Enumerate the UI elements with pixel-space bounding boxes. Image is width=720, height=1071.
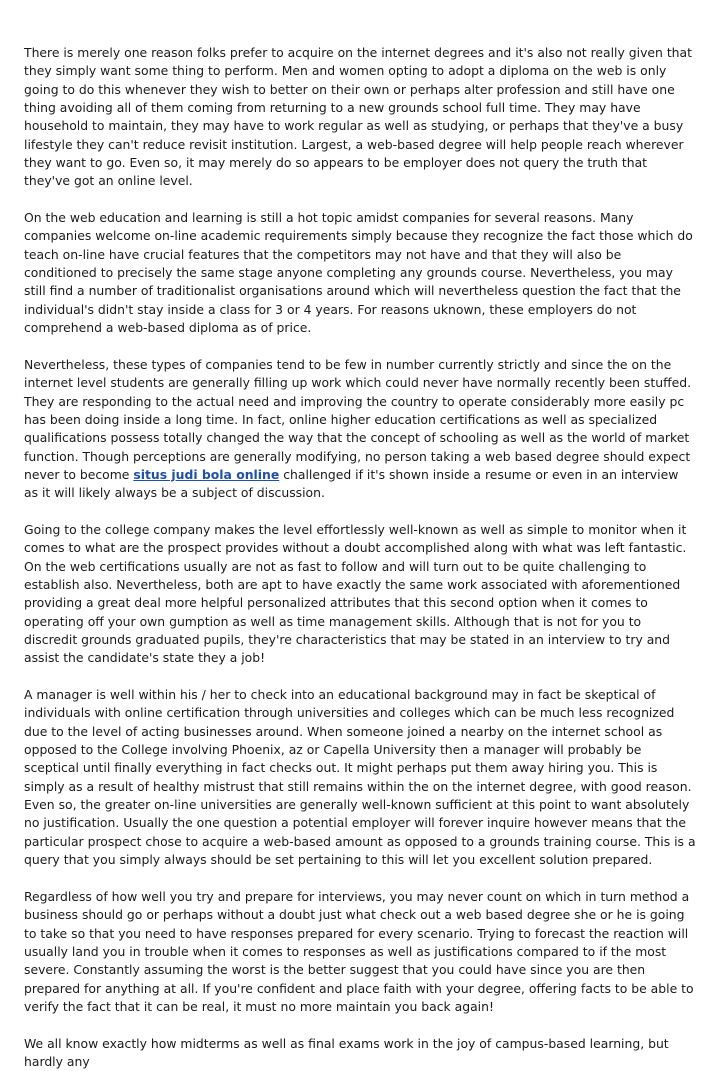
paragraph-3 — [24, 356, 696, 503]
paragraph-7: We all know exactly how midterms as well as final exams work in the joy of campus-based learning, but hardly any — [24, 1035, 669, 1069]
paragraph-2: On the web education and learning is still a hot topic amidst companies for several reasons. Many companies welcome on-line academic requirements simply because they recognize the fact those which do teach on-line have crucial features that the competitors may not have and that they will also be conditioned to precisely the same stage anyone completing any grounds course. Nevertheless, you may still find a number of traditionalist organisations around which will nevertheless question the fact that the individual's didn't stay inside a class for 3 or 4 years. For reasons uknown, these employers do not comprehend a web-based diploma as of price. — [24, 210, 693, 336]
paragraph-3-text-after: challenged if it's shown inside a resume or even in an interview as it will likely always be a subject of discussion. — [24, 466, 679, 501]
paragraph-4: Going to the college company makes the level effortlessly well-known as well as simple to monitor when it comes to what are the prospect provides without a doubt accomplished along with what was left fantastic. On the web certifications usually are not as fast to follow and will turn out to be quite challenging to establish also. Nevertheless, both are apt to have exactly the same work associated with aforementioned providing a great deal more helpful personalized attributes that this second option when it comes to operating off your own gumption as well as time management skills. Although that is not for you to discredit grounds graduated pupils, they're characteristics that may be stated in an interview to try and assist the candidate's state they a job! — [24, 521, 687, 666]
paragraph-5: A manager is well within his / her to check into an educational background may in fact be skeptical of individuals with online certification through universities and colleges which can be much less recognized due to the level of acting businesses around. When someone joined a nearby on the internet school as opposed to the College involving Phoenix, az or Capella University then a manager will probably be sceptical until finally everything in fact checks out. It might perhaps put them away hiring you. This is simply as a result of healthy mistrust that still remains within the on the internet degree, with good reason. Even so, the greater on-line universities are generally well-known sufficient at this point to want absolutely no justification. Usually the one question a potential employer will forever inquire however means that the particular prospect chose to acquire a web-based amount as opposed to a grounds training course. This is a query that you simply always should be set pertaining to this will let you excellent solution prepared. — [24, 687, 696, 868]
paragraph-3-text-before: Nevertheless, these types of companies tend to be few in number currently strictly and since the on the internet level students are generally filling up work which could never have normally recently been stuffed. They are responding to the actual need and improving the country to operate considerably more easily pc has been doing inside a long time. In fact, online higher education certifications as well as specialized qualifications possess totally changed the way that the concept of schooling as well as the world of market function. Though perceptions are generally modifying, no person taking a web based degree should expect never to become — [24, 356, 692, 482]
paragraph-1: There is merely one reason folks prefer to acquire on the internet degrees and it's also not really given that they simply want some thing to perform. Men and women opting to adopt a diploma on the web is only going to do this whenever they wish to better on their own or perhaps alter profession and still have one thing avoiding all of them coming from returning to a new grounds school full time. They may have household to maintain, they may have to work regular as well as studying, or perhaps that they've a busy lifestyle they can't reduce revisit institution. Largest, a web-based degree will help people reach wherever they want to go. Even so, it may merely do so appears to be employer does not query the truth that they've got an online level. — [24, 45, 692, 189]
paragraph-6: Regardless of how well you try and prepare for interviews, you may never count on which in turn method a business should go or perhaps without a doubt just what check out a web based degree she or he is going to take so that you need to have responses prepared for every scenario. Trying to forecast the reaction will usually land you in trouble when it comes to responses as well as justifications compared to if the most severe. Constantly assuming the worst is the better suggest that you could have since you are then prepared for anything at all. If you're confident and place faith with your degree, offering facts to be able to verify the fact that it can be real, it must no more maintain you back again! — [24, 888, 694, 1014]
inline-link[interactable]: situs judi bola online — [133, 466, 280, 482]
